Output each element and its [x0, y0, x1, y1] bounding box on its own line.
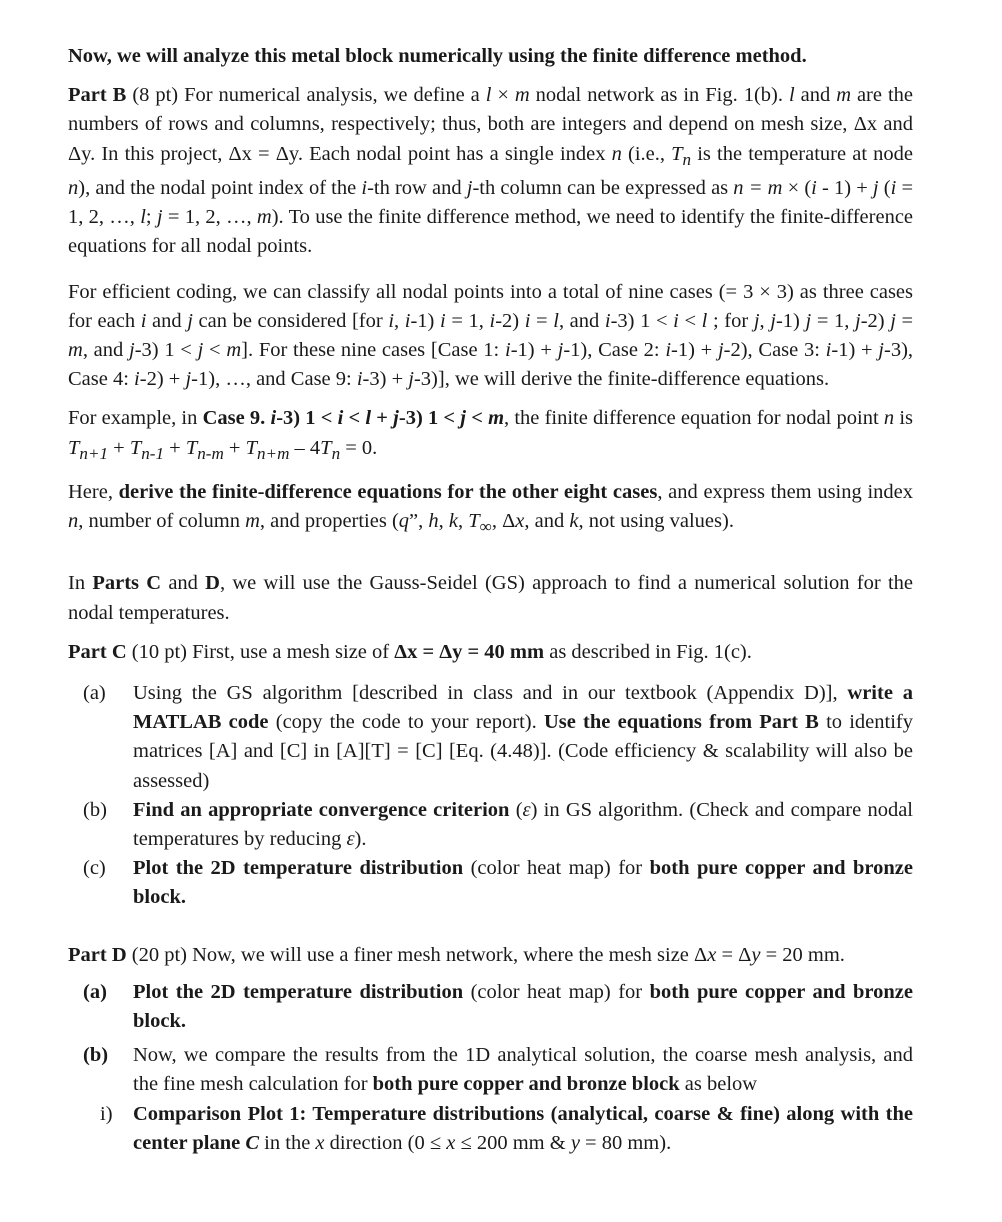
text: , [759, 309, 771, 332]
math-j: j [753, 309, 760, 332]
text: ) in GS algorithm. (Check and compare nodal temperatures by reducing [133, 798, 914, 850]
text: (color heat map) for [463, 980, 650, 1003]
part-d-paragraph [68, 941, 913, 970]
text: -1) + [671, 338, 718, 361]
math-i: i [673, 309, 679, 332]
math-c: C [245, 1131, 260, 1154]
text: = [895, 309, 914, 332]
text: = Δ [716, 943, 752, 966]
math-y: y [751, 943, 761, 966]
text: ”, [409, 510, 429, 533]
math-k: k [569, 510, 579, 533]
text: + [164, 436, 186, 459]
math-i: i [270, 407, 277, 430]
text: -2) + [139, 368, 186, 391]
text: = 1, 2, …, [162, 206, 257, 229]
math-sub: n+1 [79, 443, 109, 463]
part-d-item-b-i [68, 1100, 913, 1158]
intro-heading: Now, we will analyze this metal block numerically using the finite difference method. [68, 45, 807, 67]
text: , [394, 309, 405, 332]
math-q: q [398, 510, 410, 533]
text: < [678, 309, 702, 332]
text: ), and the nodal point index of the [78, 176, 362, 199]
emphasis: Plot the 2D temperature distribution [133, 980, 464, 1003]
text: = 80 mm). [579, 1131, 672, 1154]
text: = 20 mm. [760, 943, 845, 966]
text: -1), …, and Case 9: [191, 368, 357, 391]
text: ; [145, 206, 157, 229]
text: -3), Case 4: [68, 338, 914, 391]
nine-cases-paragraph [68, 278, 913, 395]
text: , Δ [491, 510, 516, 533]
math-sub: n [331, 443, 341, 463]
math-t: T [671, 142, 683, 165]
text: , not using values). [578, 510, 734, 533]
text: - 1) + [816, 176, 873, 199]
math-t: T [129, 436, 142, 459]
math-i: i [337, 407, 344, 430]
math-i: i [890, 176, 897, 199]
text: , and properties ( [259, 510, 399, 533]
math-l: l [365, 407, 372, 430]
text: and [146, 309, 188, 332]
math-h: h [428, 510, 439, 533]
math-n: n [883, 407, 895, 430]
text: , and [558, 309, 605, 332]
text: (color heat map) for [463, 857, 650, 880]
gauss-seidel-intro [68, 569, 913, 627]
math-j: j [770, 309, 776, 332]
item-label: (a) [83, 980, 107, 1003]
math-n: n [68, 510, 79, 533]
text: × ( [782, 176, 812, 199]
part-b-label: Part B [68, 84, 127, 107]
math-m: m [226, 338, 242, 361]
part-c-item-a [68, 679, 913, 796]
math-i: i [811, 176, 817, 199]
text: < [203, 338, 227, 361]
math-sub: ∞ [479, 517, 492, 537]
math-i: i [404, 309, 411, 332]
text: -1), Case 2: [563, 338, 666, 361]
emphasis: both pure copper and bronze block. [133, 857, 913, 909]
math-j: j [393, 407, 399, 430]
item-label: i) [100, 1102, 113, 1125]
math-t: T [185, 436, 198, 459]
text: , we will use the Gauss-Seidel (GS) approach to find a numerical solution for the nodal temperatures. [68, 572, 913, 624]
text: + [371, 407, 394, 430]
text: ). To use the finite difference method, we need to identify the finite-difference equations for all nodal points. [68, 206, 914, 258]
math-j: j [878, 338, 884, 361]
case-9-example [68, 404, 913, 468]
emphasis: Use the equations from Part B [543, 711, 819, 734]
emphasis: Plot the 2D temperature distribution [133, 857, 464, 880]
text: -3) 1 < [134, 338, 198, 361]
text: Using the GS algorithm [described in class and in our textbook (Appendix D)], [133, 681, 848, 704]
part-d-list [68, 978, 913, 1158]
text: (copy the code to your report). [268, 711, 544, 734]
part-b-paragraph [68, 81, 913, 261]
text: nodal network as in Fig. 1(b). [529, 84, 789, 107]
math-j: j [466, 176, 473, 199]
text: -th row and [367, 176, 467, 199]
math-j: j [890, 309, 896, 332]
text: + [223, 436, 246, 459]
text: in the [259, 1131, 316, 1154]
text: direction (0 ≤ [324, 1131, 447, 1154]
text: -1) [410, 309, 441, 332]
math-t: T [245, 436, 257, 459]
text: is the temperature at node [691, 142, 913, 165]
math-expr: n = m [733, 176, 783, 199]
math-m: m [245, 510, 260, 533]
item-label: (a) [83, 681, 106, 704]
emphasis: write a MATLAB code [133, 681, 913, 734]
math-l: l [788, 84, 795, 107]
text: -3) 1 < [276, 407, 338, 430]
text: -2) [495, 309, 525, 332]
math-l: l [553, 309, 559, 332]
text: , the finite difference equation for nodal point [504, 407, 884, 430]
text: , and [524, 510, 570, 533]
math-i: i [489, 309, 496, 332]
text: -3) 1 < [398, 407, 461, 430]
item-label: (b) [83, 1044, 109, 1067]
coarse-mesh-size: Δx = Δy = 40 mm [394, 640, 545, 663]
math-sub: n [682, 149, 692, 169]
math-i: i [604, 309, 611, 332]
text: = 1, 2, …, [68, 176, 914, 229]
math-k: k [448, 510, 459, 533]
math-l: l [701, 309, 708, 332]
math-i: i [504, 338, 511, 361]
math-i: i [361, 176, 368, 199]
emphasis: Find an appropriate convergence criterion [133, 798, 510, 821]
part-d-label: Part D [68, 943, 127, 966]
text: -th column can be expressed as [472, 176, 734, 199]
text: × [491, 84, 515, 107]
math-x: x [446, 1131, 456, 1154]
part-c-item-c [68, 854, 913, 912]
math-j: j [460, 407, 466, 430]
text: = 1, [811, 309, 855, 332]
emphasis: Comparison Plot 1: Temperature distributions (analytical, coarse & fine) along with the center plane [133, 1102, 913, 1154]
text: For numerical analysis, we define a [178, 84, 486, 107]
text: ; for [707, 309, 754, 332]
math-j: j [557, 338, 564, 361]
text: -3)], we will derive the finite-difference equations. [413, 368, 830, 391]
part-c-paragraph [68, 638, 913, 667]
text: < [466, 407, 489, 430]
math-sub: n+m [257, 443, 290, 463]
math-l: l [485, 84, 492, 107]
math-y: y [570, 1131, 580, 1154]
math-j: j [805, 309, 812, 332]
math-n: n [68, 176, 79, 199]
item-label: (b) [83, 798, 107, 821]
math-sub: n-m [197, 443, 224, 463]
text: -1) + [831, 338, 879, 361]
text: = 1, [445, 309, 490, 332]
text: For example, in [68, 407, 203, 430]
math-x: x [315, 1131, 325, 1154]
math-i: i [825, 338, 832, 361]
text: , and [82, 338, 129, 361]
math-m: m [488, 407, 505, 430]
text: -2), Case 3: [723, 338, 826, 361]
text: = [530, 309, 554, 332]
text: < [343, 407, 366, 430]
text: , [458, 510, 469, 533]
text: ). [354, 827, 367, 850]
part-d-item-a [68, 978, 913, 1036]
text: (10 pt) First, use a mesh size of [126, 640, 395, 663]
math-m: m [836, 84, 851, 107]
text: ( [509, 798, 523, 821]
math-m: m [68, 338, 83, 361]
text: (i.e., [621, 142, 672, 165]
text: , and express them using index [657, 480, 913, 503]
math-x: x [515, 510, 525, 533]
text: and [794, 84, 837, 107]
part-c-item-b [68, 796, 913, 854]
text: -1) [775, 309, 806, 332]
case-9-label: Case 9. [202, 407, 271, 430]
part-c-label: Part C [68, 640, 127, 663]
item-label: (c) [83, 857, 106, 880]
text: -2) [860, 309, 891, 332]
derive-emphasis: derive the finite-difference equations for the other eight cases [118, 480, 658, 503]
math-j: j [185, 368, 192, 391]
math-t: T [68, 436, 80, 459]
math-j: j [872, 176, 879, 199]
math-i: i [140, 309, 147, 332]
math-t: T [320, 436, 332, 459]
text: + [108, 436, 130, 459]
text: , [438, 510, 449, 533]
text: -1) + [510, 338, 558, 361]
part-d-item-b [68, 1041, 913, 1099]
text: , number of column [78, 510, 246, 533]
text: -3) + [362, 368, 409, 391]
math-x: x [707, 943, 717, 966]
math-i: i [356, 368, 363, 391]
text: = 0. [340, 436, 378, 459]
text: In [68, 572, 93, 595]
text: -3) 1 < [610, 309, 674, 332]
document-page [68, 42, 913, 1158]
text: Now, we compare the results from the 1D analytical solution, the coarse mesh analysis, and the fine mesh calculation for [133, 1044, 913, 1096]
text: as below [679, 1073, 758, 1096]
emphasis: both pure copper and bronze block [372, 1073, 680, 1096]
math-m: m [514, 84, 530, 107]
text: – 4 [289, 436, 321, 459]
text: ≤ 200 mm & [455, 1131, 571, 1154]
math-i: i [524, 309, 531, 332]
math-j: j [129, 338, 135, 361]
math-j: j [854, 309, 861, 332]
math-i: i [388, 309, 395, 332]
math-j: j [156, 206, 163, 229]
text: Here, [68, 480, 119, 503]
math-j: j [717, 338, 724, 361]
text: is [894, 407, 914, 430]
math-i: i [440, 309, 446, 332]
text: to identify matrices [A] and [C] in [A][T] = [C] [Eq. (4.48)]. (Code efficiency & scalability will also be assessed) [133, 711, 913, 792]
math-l: l [140, 206, 146, 229]
part-d-ref: D [205, 572, 220, 595]
part-b-points: (8 pt) [132, 84, 179, 107]
text: are the numbers of rows and columns, respectively; thus, both are integers and depend on mesh size, Δx and Δy. In this project, Δx = Δy. Each nodal point has a single index [68, 84, 913, 165]
math-j: j [197, 338, 204, 361]
text: can be considered [for [192, 309, 389, 332]
math-i: i [665, 338, 672, 361]
derive-instruction [68, 478, 913, 542]
math-m: m [256, 206, 272, 229]
parts-c-label: Parts C [92, 572, 162, 595]
text: ( [878, 176, 891, 199]
math-epsilon: ε [522, 798, 531, 821]
emphasis: both pure copper and bronze block. [133, 980, 913, 1032]
text: ]. For these nine cases [Case 1: [241, 338, 505, 361]
math-j: j [187, 309, 193, 332]
math-j: j [408, 368, 414, 391]
text: For efficient coding, we can classify all nodal points into a total of nine cases (= 3 × 3) as three cases for each [68, 280, 913, 332]
math-n: n [611, 142, 622, 165]
part-c-list [68, 679, 913, 913]
math-epsilon: ε [346, 827, 355, 850]
math-i: i [134, 368, 140, 391]
math-sub: n-1 [141, 443, 164, 463]
text: and [161, 572, 206, 595]
math-t: T [468, 510, 480, 533]
text: (20 pt) Now, we will use a finer mesh network, where the mesh size Δ [126, 943, 708, 966]
text: as described in Fig. 1(c). [544, 640, 752, 663]
